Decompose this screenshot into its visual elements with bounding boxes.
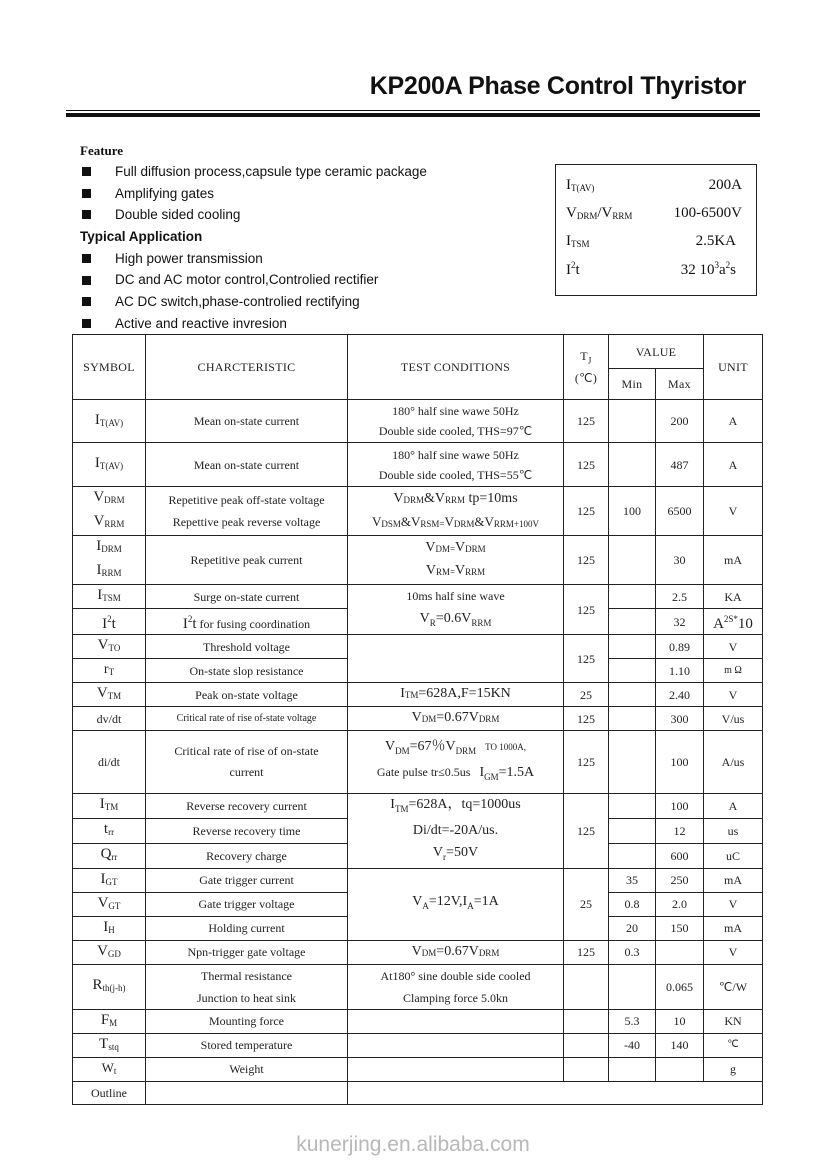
tj-cell: 125 (564, 635, 609, 683)
characteristic-cell: Repetitive peak off-state voltage Repettive peak reverse voltage (146, 487, 348, 536)
table-row (73, 940, 763, 964)
table-row (73, 635, 763, 659)
symbol-cell: $r_T$ (73, 659, 146, 683)
feature-item: Double sided cooling (80, 204, 550, 226)
symbol-cell: $I_{TSM}$ (73, 585, 146, 609)
characteristic-cell: On-state slop resistance (146, 659, 348, 683)
conditions-cell: 10ms half sine wave $V_R=0.6V_{RRM}$ (348, 585, 564, 635)
symbol-cell: $T_{stq}$ (73, 1033, 146, 1057)
spec-value: 32 $10^3a^2s$ (680, 260, 736, 278)
min-cell: 0.3 (609, 940, 656, 964)
symbol-cell: $I_{T(AV)}$ (73, 400, 146, 443)
unit-cell: V (704, 892, 763, 916)
table-row (73, 585, 763, 609)
spec-value: 2.5KA (695, 233, 736, 249)
characteristic-cell: Reverse recovery time (146, 818, 348, 843)
tj-cell: 125 (564, 487, 609, 536)
symbol-cell: $I_{TM}$ (73, 794, 146, 819)
max-cell: 30 (656, 536, 704, 585)
tj-cell: 125 (564, 400, 609, 443)
characteristic-cell: Mean on-state current (146, 400, 348, 443)
symbol-cell: $R_{th(j-h)}$ (73, 964, 146, 1009)
min-cell (609, 964, 656, 1009)
header-min: Min (609, 369, 656, 400)
header-value: VALUE (609, 335, 704, 369)
application-item: Active and reactive invresion (80, 313, 550, 335)
bullet-square-icon (82, 210, 91, 219)
unit-cell: V (704, 487, 763, 536)
feature-item: Full diffusion process,capsule type ceramic package (80, 161, 550, 183)
max-cell: 10 (656, 1009, 704, 1033)
symbol-cell: $V_{DRM}$ $V_{RRM}$ (73, 487, 146, 536)
table-row (73, 964, 763, 1009)
tj-cell: 125 (564, 794, 609, 869)
tj-cell: 125 (564, 536, 609, 585)
min-cell: 5.3 (609, 1009, 656, 1033)
characteristics-table-wrap (72, 334, 763, 1105)
unit-cell: mA (704, 536, 763, 585)
symbol-cell: $V_{TM}$ (73, 683, 146, 707)
table-row (73, 794, 763, 819)
unit-cell: KA (704, 585, 763, 609)
max-cell: 150 (656, 916, 704, 940)
table-header-row (73, 335, 763, 369)
characteristic-cell: Critical rate of rise of on-state current (146, 731, 348, 794)
characteristic-cell: Stored temperature (146, 1033, 348, 1057)
title-rule-thin (66, 110, 760, 111)
bullet-square-icon (82, 254, 91, 263)
min-cell (609, 609, 656, 635)
table-row (73, 443, 763, 487)
symbol-cell: $I_{GT}$ (73, 868, 146, 892)
conditions-cell: $V_{DM}=67$％$V_{DRM}$ TO 1000A, Gate pulse tr≤0.5us $I_{GM}=1.5A$ (348, 731, 564, 794)
symbol-cell: $I_H$ (73, 916, 146, 940)
spec-row-itsm (566, 233, 742, 250)
table-row (73, 487, 763, 536)
max-cell: 12 (656, 818, 704, 843)
tj-cell: 125 (564, 443, 609, 487)
header-test-conditions: TEST CONDITIONS (348, 335, 564, 400)
table-row (73, 868, 763, 892)
outline-cell (348, 1081, 763, 1104)
min-cell (609, 843, 656, 868)
spec-value: 100-6500V (673, 205, 742, 221)
max-cell: 0.89 (656, 635, 704, 659)
max-cell: 140 (656, 1033, 704, 1057)
spec-row-vdrm-vrrm (566, 205, 742, 222)
min-cell (609, 443, 656, 487)
unit-cell: A/us (704, 731, 763, 794)
conditions-cell (348, 1057, 564, 1081)
min-cell (609, 731, 656, 794)
characteristic-cell: Holding current (146, 916, 348, 940)
tj-cell (564, 1009, 609, 1033)
symbol-cell: $I^2t$ (73, 609, 146, 635)
tj-cell (564, 1057, 609, 1081)
conditions-cell (348, 1033, 564, 1057)
conditions-cell: 180° half sine wawe 50Hz Double side cooled, THS=97℃ (348, 400, 564, 443)
max-cell: 487 (656, 443, 704, 487)
max-cell: 1.10 (656, 659, 704, 683)
tj-cell: 25 (564, 683, 609, 707)
conditions-cell: $V_{DM}=0.67V_{DRM}$ (348, 707, 564, 731)
table-row (73, 400, 763, 443)
table-row (73, 1009, 763, 1033)
watermark: kunerjing.en.alibaba.com (296, 1133, 530, 1156)
max-cell (656, 1057, 704, 1081)
spec-symbol: $I_{T(AV)}$ (566, 177, 595, 193)
conditions-cell: $I_{TM}=628A,F=15KN$ (348, 683, 564, 707)
tj-cell: 125 (564, 731, 609, 794)
conditions-cell: $V_{DM}=0.67V_{DRM}$ (348, 940, 564, 964)
unit-cell: V (704, 683, 763, 707)
characteristic-cell: Thermal resistance Junction to heat sink (146, 964, 348, 1009)
spec-row-i2t (566, 260, 742, 279)
symbol-cell: $t_{rr}$ (73, 818, 146, 843)
characteristic-cell: Critical rate of rise of-state voltage (146, 707, 348, 731)
unit-cell: us (704, 818, 763, 843)
table-row (73, 731, 763, 794)
symbol-cell: $V_{TO}$ (73, 635, 146, 659)
unit-cell: $A^{2S*}10$ (704, 609, 763, 635)
max-cell: 200 (656, 400, 704, 443)
unit-cell: A (704, 400, 763, 443)
characteristic-cell: Repetitive peak current (146, 536, 348, 585)
unit-cell: uC (704, 843, 763, 868)
symbol-cell: $F_M$ (73, 1009, 146, 1033)
symbol-cell: dv/dt (73, 707, 146, 731)
min-cell: 0.8 (609, 892, 656, 916)
characteristic-cell: Gate trigger current (146, 868, 348, 892)
min-cell (609, 635, 656, 659)
symbol-cell: Outline (73, 1081, 146, 1104)
min-cell (609, 1057, 656, 1081)
characteristic-cell: Surge on-state current (146, 585, 348, 609)
characteristic-cell: Gate trigger voltage (146, 892, 348, 916)
symbol-cell: $Q_{rr}$ (73, 843, 146, 868)
bullet-square-icon (82, 319, 91, 328)
feature-item: Amplifying gates (80, 183, 550, 205)
conditions-cell: $V_A=12V,I_A=1A$ (348, 868, 564, 940)
characteristic-cell (146, 1081, 348, 1104)
key-specs-box (555, 164, 757, 296)
symbol-cell: di/dt (73, 731, 146, 794)
min-cell (609, 683, 656, 707)
characteristic-cell: Mounting force (146, 1009, 348, 1033)
characteristic-cell: Peak on-state voltage (146, 683, 348, 707)
bullet-square-icon (82, 276, 91, 285)
title-rule-thick (66, 113, 760, 117)
unit-cell: g (704, 1057, 763, 1081)
header-characteristic: CHARCTERISTIC (146, 335, 348, 400)
conditions-cell: $V_{DRM}\&V_{RRM}$ tp=10ms $V_{DSM}\&V_{RSM=}V_{DRM}\&V_{RRM+100V}$ (348, 487, 564, 536)
max-cell: 250 (656, 868, 704, 892)
unit-cell: A (704, 794, 763, 819)
conditions-cell: At180° sine double side cooled Clamping force 5.0kn (348, 964, 564, 1009)
max-cell: 100 (656, 731, 704, 794)
table-row-outline (73, 1081, 763, 1104)
max-cell: 2.0 (656, 892, 704, 916)
bullet-square-icon (82, 167, 91, 176)
characteristic-cell: Recovery charge (146, 843, 348, 868)
unit-cell: m Ω (704, 659, 763, 683)
tj-cell: 125 (564, 707, 609, 731)
characteristic-cell: $I^2t$ for fusing coordination (146, 609, 348, 635)
header-unit: UNIT (704, 335, 763, 400)
max-cell: 300 (656, 707, 704, 731)
header-symbol: SYMBOL (73, 335, 146, 400)
max-cell: 2.5 (656, 585, 704, 609)
conditions-cell (348, 635, 564, 683)
features-section (80, 141, 550, 334)
application-item: DC and AC motor control,Controlied rectifier (80, 269, 550, 291)
symbol-cell: $V_{GD}$ (73, 940, 146, 964)
tj-cell (564, 1033, 609, 1057)
max-cell: 2.40 (656, 683, 704, 707)
unit-cell: mA (704, 916, 763, 940)
min-cell: 35 (609, 868, 656, 892)
characteristic-cell: Reverse recovery current (146, 794, 348, 819)
symbol-cell: $I_{T(AV)}$ (73, 443, 146, 487)
tj-cell (564, 964, 609, 1009)
min-cell (609, 794, 656, 819)
table-row (73, 536, 763, 585)
min-cell: 100 (609, 487, 656, 536)
min-cell (609, 707, 656, 731)
table-row (73, 1033, 763, 1057)
spec-value: 200A (708, 177, 742, 193)
max-cell: 100 (656, 794, 704, 819)
header-tj: $T_J$ (℃) (564, 335, 609, 400)
application-item: AC DC switch,phase-controlied rectifying (80, 291, 550, 313)
min-cell (609, 400, 656, 443)
header-max: Max (656, 369, 704, 400)
conditions-cell: $V_{DM=}V_{DRM}$ $V_{RM=}V_{RRM}$ (348, 536, 564, 585)
tj-cell: 125 (564, 585, 609, 635)
page-title: KP200A Phase Control Thyristor (369, 72, 746, 100)
characteristic-cell: Threshold voltage (146, 635, 348, 659)
tj-cell: 125 (564, 940, 609, 964)
unit-cell: ℃/W (704, 964, 763, 1009)
spec-symbol: $I_{TSM}$ (566, 233, 590, 249)
conditions-cell (348, 1009, 564, 1033)
min-cell: -40 (609, 1033, 656, 1057)
conditions-cell: $I_{TM}=628A$，tq=1000us Di/dt=-20A/us. $V_r=50V$ (348, 794, 564, 869)
unit-cell: V (704, 635, 763, 659)
unit-cell: V/us (704, 707, 763, 731)
max-cell (656, 940, 704, 964)
tj-cell: 25 (564, 868, 609, 940)
max-cell: 0.065 (656, 964, 704, 1009)
max-cell: 6500 (656, 487, 704, 536)
spec-symbol: $V_{DRM}/V_{RRM}$ (566, 205, 633, 221)
table-row (73, 1057, 763, 1081)
feature-heading: Feature (80, 143, 124, 158)
characteristic-cell: Weight (146, 1057, 348, 1081)
unit-cell: A (704, 443, 763, 487)
application-heading: Typical Application (80, 228, 203, 244)
min-cell (609, 659, 656, 683)
min-cell (609, 585, 656, 609)
spec-row-it-av (566, 177, 742, 194)
conditions-cell: 180° half sine wawe 50Hz Double side cooled, THS=55℃ (348, 443, 564, 487)
symbol-cell: $I_{DRM}$ $I_{RRM}$ (73, 536, 146, 585)
application-item: High power transmission (80, 248, 550, 270)
min-cell: 20 (609, 916, 656, 940)
table-row (73, 683, 763, 707)
bullet-square-icon (82, 297, 91, 306)
table-row (73, 707, 763, 731)
bullet-square-icon (82, 189, 91, 198)
characteristic-cell: Mean on-state current (146, 443, 348, 487)
unit-cell: KN (704, 1009, 763, 1033)
unit-cell: V (704, 940, 763, 964)
min-cell (609, 818, 656, 843)
min-cell (609, 536, 656, 585)
characteristics-table (72, 334, 763, 1105)
unit-cell: ℃ (704, 1033, 763, 1057)
characteristic-cell: Npn-trigger gate voltage (146, 940, 348, 964)
max-cell: 600 (656, 843, 704, 868)
max-cell: 32 (656, 609, 704, 635)
symbol-cell: $V_{GT}$ (73, 892, 146, 916)
symbol-cell: $W_t$ (73, 1057, 146, 1081)
unit-cell: mA (704, 868, 763, 892)
spec-symbol: $I^2t$ (566, 260, 580, 278)
